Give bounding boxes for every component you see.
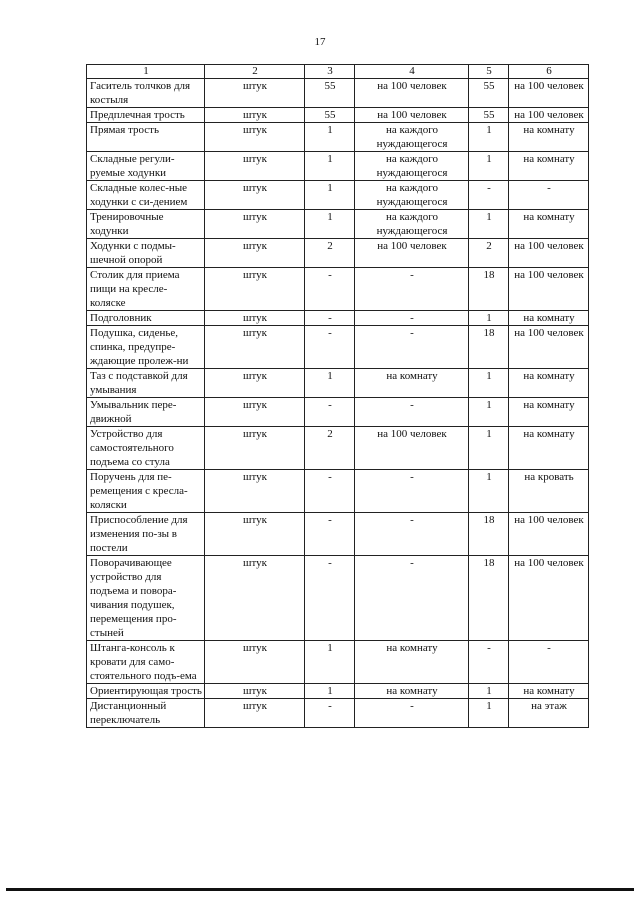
quantity-cell: 1: [305, 152, 355, 181]
quantity-cell-2: 18: [469, 556, 509, 641]
table-row: [87, 311, 589, 326]
item-name-cell: Поворачивающее устройство для подъема и повора-чивания подушек, перемещения про-стыней: [87, 556, 205, 641]
norm-basis-cell-2: на 100 человек: [509, 326, 589, 369]
norm-basis-cell-2: на 100 человек: [509, 79, 589, 108]
norm-basis-cell-2: на комнату: [509, 210, 589, 239]
column-header-4: 4: [355, 65, 469, 79]
item-name-cell: Штанга-консоль к кровати для само-стоятельного подъ-ема: [87, 641, 205, 684]
norm-basis-cell-2: на комнату: [509, 369, 589, 398]
norm-basis-cell: -: [355, 268, 469, 311]
quantity-cell: 55: [305, 79, 355, 108]
quantity-cell-2: 1: [469, 311, 509, 326]
quantity-cell-2: 1: [469, 470, 509, 513]
norm-basis-cell: на каждого нуждающегося: [355, 210, 469, 239]
unit-cell: штук: [205, 556, 305, 641]
norm-basis-cell: на 100 человек: [355, 108, 469, 123]
item-name-cell: Приспособление для изменения по-зы в постели: [87, 513, 205, 556]
bottom-rule: [6, 888, 634, 891]
quantity-cell: 1: [305, 181, 355, 210]
quantity-cell: 2: [305, 239, 355, 268]
quantity-cell: 1: [305, 369, 355, 398]
column-header-3: 3: [305, 65, 355, 79]
unit-cell: штук: [205, 427, 305, 470]
column-header-6: 6: [509, 65, 589, 79]
unit-cell: штук: [205, 210, 305, 239]
quantity-cell-2: 18: [469, 326, 509, 369]
table-row: [87, 210, 589, 239]
item-name-cell: Поручень для пе-ремещения с кресла-коляски: [87, 470, 205, 513]
item-name-cell: Складные колес-ные ходунки с си-дением: [87, 181, 205, 210]
norm-basis-cell-2: на комнату: [509, 398, 589, 427]
quantity-cell: 1: [305, 123, 355, 152]
column-header-2: 2: [205, 65, 305, 79]
table-row: [87, 470, 589, 513]
item-name-cell: Ориентирующая трость: [87, 684, 205, 699]
norm-basis-cell-2: на 100 человек: [509, 268, 589, 311]
item-name-cell: Умывальник пере-движной: [87, 398, 205, 427]
norm-basis-cell: -: [355, 326, 469, 369]
quantity-cell-2: 2: [469, 239, 509, 268]
item-name-cell: Складные регули-руемые ходунки: [87, 152, 205, 181]
table-row: [87, 326, 589, 369]
table-row: [87, 699, 589, 728]
norm-basis-cell: -: [355, 470, 469, 513]
unit-cell: штук: [205, 181, 305, 210]
norm-basis-cell: на 100 человек: [355, 239, 469, 268]
item-name-cell: Тренировочные ходунки: [87, 210, 205, 239]
table-row: [87, 684, 589, 699]
unit-cell: штук: [205, 641, 305, 684]
norm-basis-cell: на комнату: [355, 641, 469, 684]
norm-basis-cell-2: на комнату: [509, 684, 589, 699]
quantity-cell: -: [305, 398, 355, 427]
header-row: [87, 65, 589, 79]
quantity-cell-2: -: [469, 181, 509, 210]
quantity-cell: 55: [305, 108, 355, 123]
unit-cell: штук: [205, 311, 305, 326]
item-name-cell: Предплечная трость: [87, 108, 205, 123]
quantity-cell-2: 1: [469, 427, 509, 470]
table-row: [87, 152, 589, 181]
norm-basis-cell: -: [355, 513, 469, 556]
norm-basis-cell: -: [355, 311, 469, 326]
quantity-cell-2: -: [469, 641, 509, 684]
table-row: [87, 556, 589, 641]
unit-cell: штук: [205, 79, 305, 108]
equipment-norms-table: [86, 64, 589, 728]
item-name-cell: Прямая трость: [87, 123, 205, 152]
quantity-cell-2: 1: [469, 123, 509, 152]
norm-basis-cell-2: на 100 человек: [509, 556, 589, 641]
table-row: [87, 123, 589, 152]
item-name-cell: Дистанционный переключатель: [87, 699, 205, 728]
unit-cell: штук: [205, 699, 305, 728]
quantity-cell-2: 55: [469, 108, 509, 123]
quantity-cell: 2: [305, 427, 355, 470]
quantity-cell: -: [305, 326, 355, 369]
quantity-cell: -: [305, 311, 355, 326]
table-row: [87, 513, 589, 556]
item-name-cell: Таз с подставкой для умывания: [87, 369, 205, 398]
norm-basis-cell-2: на кровать: [509, 470, 589, 513]
norm-basis-cell: на комнату: [355, 684, 469, 699]
table-row: [87, 398, 589, 427]
item-name-cell: Столик для приема пищи на кресле-коляске: [87, 268, 205, 311]
quantity-cell: 1: [305, 684, 355, 699]
unit-cell: штук: [205, 108, 305, 123]
norm-basis-cell: -: [355, 398, 469, 427]
norm-basis-cell: -: [355, 699, 469, 728]
quantity-cell-2: 1: [469, 684, 509, 699]
norm-basis-cell: на комнату: [355, 369, 469, 398]
unit-cell: штук: [205, 152, 305, 181]
item-name-cell: Гаситель толчков для костыля: [87, 79, 205, 108]
quantity-cell-2: 55: [469, 79, 509, 108]
norm-basis-cell: на каждого нуждающегося: [355, 181, 469, 210]
quantity-cell-2: 1: [469, 210, 509, 239]
norm-basis-cell-2: на этаж: [509, 699, 589, 728]
norm-basis-cell-2: на комнату: [509, 123, 589, 152]
table-body: [87, 79, 589, 728]
unit-cell: штук: [205, 326, 305, 369]
norm-basis-cell: на 100 человек: [355, 427, 469, 470]
norm-basis-cell-2: на комнату: [509, 311, 589, 326]
table-row: [87, 108, 589, 123]
norm-basis-cell: на 100 человек: [355, 79, 469, 108]
table-row: [87, 369, 589, 398]
item-name-cell: Подушка, сиденье, спинка, предупре-ждающие пролеж-ни: [87, 326, 205, 369]
unit-cell: штук: [205, 268, 305, 311]
quantity-cell: -: [305, 470, 355, 513]
unit-cell: штук: [205, 398, 305, 427]
table-row: [87, 79, 589, 108]
norm-basis-cell-2: -: [509, 641, 589, 684]
item-name-cell: Устройство для самостоятельного подъема со стула: [87, 427, 205, 470]
quantity-cell-2: 1: [469, 699, 509, 728]
unit-cell: штук: [205, 513, 305, 556]
norm-basis-cell-2: на 100 человек: [509, 513, 589, 556]
quantity-cell-2: 1: [469, 398, 509, 427]
quantity-cell: 1: [305, 641, 355, 684]
norm-basis-cell: на каждого нуждающегося: [355, 123, 469, 152]
column-header-5: 5: [469, 65, 509, 79]
quantity-cell: -: [305, 556, 355, 641]
unit-cell: штук: [205, 123, 305, 152]
quantity-cell: -: [305, 699, 355, 728]
page-number: 17: [314, 36, 326, 48]
norm-basis-cell: -: [355, 556, 469, 641]
quantity-cell: -: [305, 513, 355, 556]
norm-basis-cell: на каждого нуждающегося: [355, 152, 469, 181]
quantity-cell-2: 1: [469, 152, 509, 181]
table-row: [87, 181, 589, 210]
unit-cell: штук: [205, 470, 305, 513]
norm-basis-cell-2: на комнату: [509, 152, 589, 181]
norm-basis-cell-2: на 100 человек: [509, 239, 589, 268]
table-row: [87, 641, 589, 684]
table-row: [87, 239, 589, 268]
column-header-1: 1: [87, 65, 205, 79]
table-row: [87, 427, 589, 470]
norm-basis-cell-2: на 100 человек: [509, 108, 589, 123]
quantity-cell: 1: [305, 210, 355, 239]
quantity-cell: -: [305, 268, 355, 311]
item-name-cell: Ходунки с подмы-шечной опорой: [87, 239, 205, 268]
quantity-cell-2: 18: [469, 513, 509, 556]
unit-cell: штук: [205, 239, 305, 268]
table-row: [87, 268, 589, 311]
item-name-cell: Подголовник: [87, 311, 205, 326]
unit-cell: штук: [205, 369, 305, 398]
norm-basis-cell-2: на комнату: [509, 427, 589, 470]
unit-cell: штук: [205, 684, 305, 699]
quantity-cell-2: 18: [469, 268, 509, 311]
norm-basis-cell-2: -: [509, 181, 589, 210]
quantity-cell-2: 1: [469, 369, 509, 398]
